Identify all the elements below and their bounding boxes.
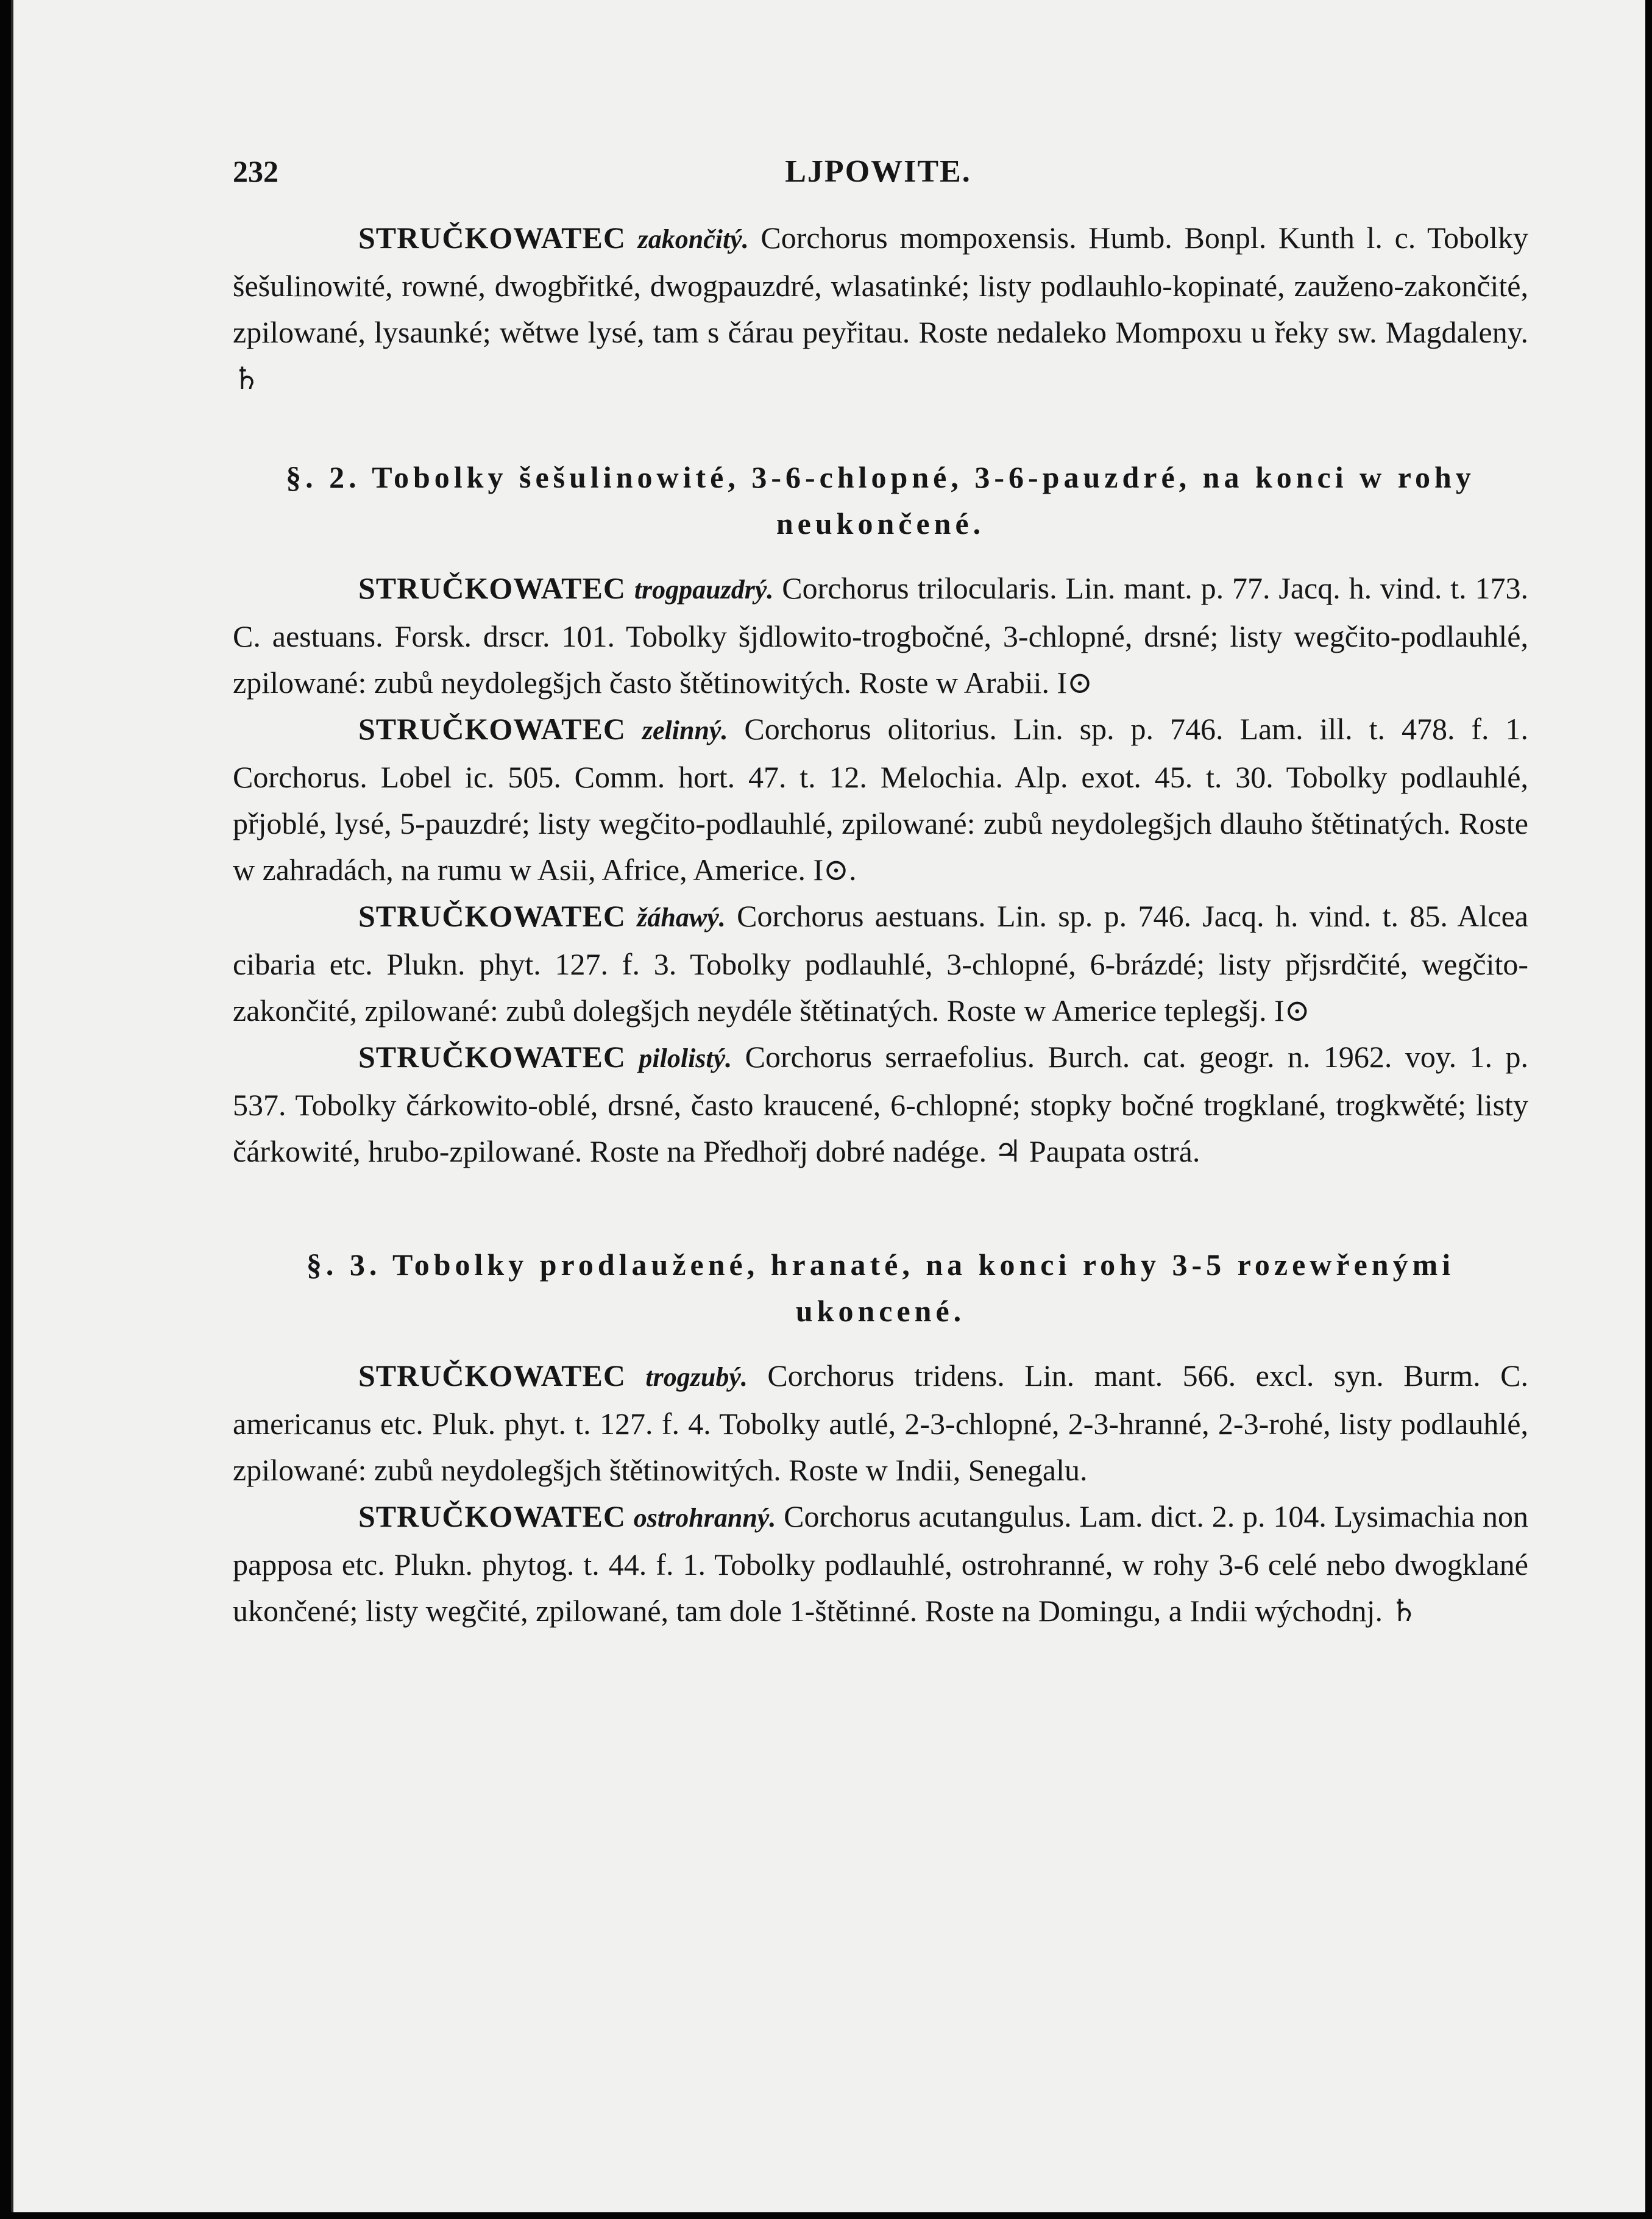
species-entry xyxy=(233,565,1528,706)
species-epithet: trogpauzdrý. xyxy=(634,575,774,605)
genus-name: STRUČKOWATEC xyxy=(358,712,626,746)
entry-text: Corchorus serraefolius. Burch. cat. geogr. n. 1962. voy. 1. p. 537. Tobolky čárkowito-oblé, drsné, často kraucené, 6-chlopné; stopky bočné trogklané, trogkwěté; listy čárkowité, hrubo-zpilowané. Roste na Předhořj dobré nadége. ♃ Paupata ostrá. xyxy=(233,1040,1528,1168)
section-heading-3: §. 3. Tobolky prodlaužené, hranaté, na konci rohy 3-5 rozewřenými ukoncené. xyxy=(306,1248,1455,1328)
section-heading-2: §. 2. Tobolky šešulinowité, 3-6-chlopné, 3-6-pauzdré, na konci w rohy neukončené. xyxy=(286,460,1475,541)
species-entry xyxy=(233,1034,1528,1174)
page-content xyxy=(233,215,1528,1634)
entry-text: Corchorus acutangulus. Lam. dict. 2. p. 104. Lysimachia non papposa etc. Plukn. phytog. t. 44. f. 1. Tobolky podlauhlé, ostrohranné, w rohy 3-6 celé nebo dwogklané ukončené; listy wegčité, zpilowané, tam dole 1-štětinné. Roste na Domingu, a Indii wýchodnj. ♄ xyxy=(233,1499,1529,1628)
entry-text: Corchorus tridens. Lin. mant. 566. excl. syn. Burm. C. americanus etc. Pluk. phyt. t. 127. f. 4. Tobolky autlé, 2-3-chlopné, 2-3-hranné, 2-3-rohé, listy podlauhlé, zpilowané: zubů neydolegšjch štětinowitých. Roste w Indii, Senegalu. xyxy=(233,1358,1528,1487)
species-entry xyxy=(233,893,1528,1034)
genus-name: STRUČKOWATEC xyxy=(358,221,626,255)
species-entry xyxy=(233,215,1528,402)
genus-name: STRUČKOWATEC xyxy=(358,1040,626,1074)
running-title: LJPOWITE. xyxy=(785,154,971,189)
species-epithet: zakončitý. xyxy=(637,224,749,254)
species-entry xyxy=(233,1352,1528,1493)
entry-text: Corchorus trilocularis. Lin. mant. p. 77. Jacq. h. vind. t. 173. C. aestuans. Forsk. drscr. 101. Tobolky šjdlowito-trogbočné, 3-chlopné, drsné; listy wegčito-podlauhlé, zpilowané: zubů neydolegšjch často štětinowitých. Roste w Arabii. I⊙ xyxy=(233,571,1529,700)
page-number: 232 xyxy=(233,154,278,188)
genus-name: STRUČKOWATEC xyxy=(358,571,626,605)
genus-name: STRUČKOWATEC xyxy=(358,899,626,933)
entry-text: Corchorus aestuans. Lin. sp. p. 746. Jacq. h. vind. t. 85. Alcea cibaria etc. Plukn. phyt. 127. f. 3. Tobolky podlauhlé, 3-chlopné, 6-brázdé; listy přjsrdčité, wegčito-zakončité, zpilowané: zubů dolegšjch neydéle štětinatých. Roste w Americe teplegšj. I⊙ xyxy=(233,899,1528,1028)
genus-name: STRUČKOWATEC xyxy=(358,1358,626,1393)
species-epithet: trogzubý. xyxy=(645,1362,748,1392)
species-epithet: pilolistý. xyxy=(639,1043,732,1073)
species-epithet: zelinný. xyxy=(642,715,728,745)
genus-name: STRUČKOWATEC xyxy=(358,1499,626,1533)
book-page xyxy=(11,0,1645,2212)
entry-text: Corchorus mompoxensis. Humb. Bonpl. Kunth l. c. Tobolky šešulinowité, rowné, dwogbřitké, dwogpauzdré, wlasatinké; listy podlauhlo-kopinaté, zauženo-zakončité, zpilowané, lysaunké; wětwe lysé, tam s čárau peyřitau. Roste nedaleko Mompoxu u řeky sw. Magdaleny. ♄ xyxy=(233,221,1529,396)
species-entry xyxy=(233,706,1528,893)
entry-text: Corchorus olitorius. Lin. sp. p. 746. Lam. ill. t. 478. f. 1. Corchorus. Lobel ic. 505. Comm. hort. 47. t. 12. Melochia. Alp. exot. 45. t. 30. Tobolky podlauhlé, přjoblé, lysé, 5-pauzdré; listy wegčito-podlauhlé, zpilowané: zubů neydolegšjch dlauho štětinatých. Roste w zahradách, na rumu w Asii, Africe, Americe. I⊙. xyxy=(233,712,1529,887)
species-entry xyxy=(233,1493,1528,1634)
page-header xyxy=(233,154,1523,202)
species-epithet: ostrohranný. xyxy=(633,1503,776,1533)
species-epithet: žáhawý. xyxy=(637,903,726,932)
